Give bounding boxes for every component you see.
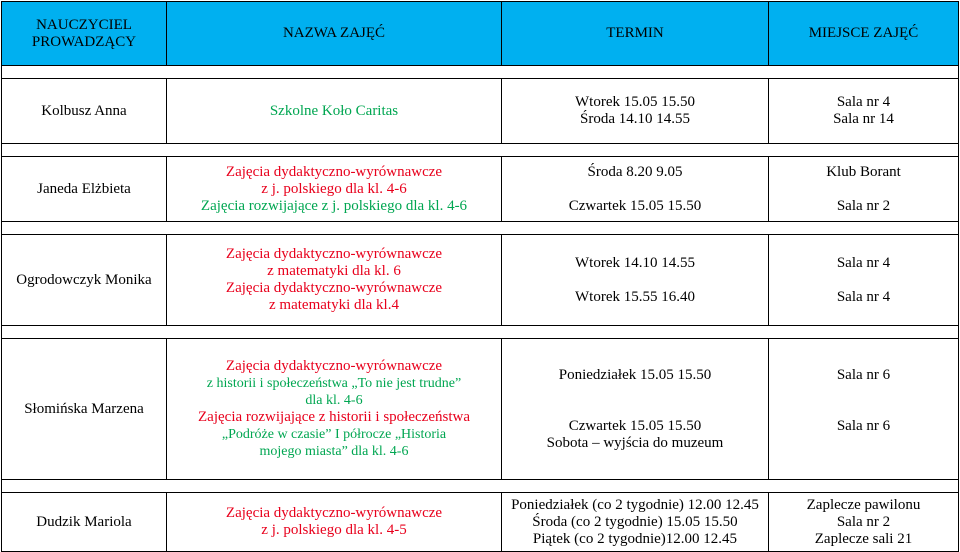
header-term: TERMIN (502, 2, 769, 66)
teacher-cell: Dudzik Mariola (2, 493, 167, 552)
term-line: Wtorek 15.05 15.50 (575, 94, 695, 110)
class-cell (167, 339, 502, 480)
place-cell (769, 235, 959, 326)
place-cell (769, 493, 959, 552)
place-line: Zaplecze pawilonu (806, 496, 921, 513)
class-cell (167, 157, 502, 222)
term-line: Czwartek 15.05 15.50 (568, 197, 702, 214)
class-line: z matematyki dla kl.4 (269, 297, 399, 313)
header-teacher: NAUCZYCIEL PROWADZĄCY (2, 2, 167, 66)
class-cell (167, 493, 502, 552)
place-line: Klub Borant (826, 163, 901, 180)
class-line: Zajęcia dydaktyczno-wyrównawcze (225, 358, 443, 374)
term-line: Sobota – wyjścia do muzeum (546, 434, 724, 451)
header-place: MIEJSCE ZAJĘĆ (769, 2, 959, 66)
table-row (2, 79, 959, 144)
class-line: „Podróże w czasie” I półrocze „Historia (221, 427, 447, 442)
term-line: Środa 14.10 14.55 (580, 111, 690, 127)
term-cell (502, 157, 769, 222)
place-cell (769, 79, 959, 144)
class-line: z matematyki dla kl. 6 (267, 263, 401, 279)
class-line: Zajęcia rozwijające z j. polskiego dla kl. 4-6 (200, 197, 468, 214)
table-row (2, 235, 959, 326)
place-line: Sala nr 4 (836, 94, 891, 110)
class-line: z j. polskiego dla kl. 4-5 (261, 522, 407, 538)
term-line: Piątek (co 2 tygodnie)12.00 12.45 (532, 530, 738, 547)
place-line: Sala nr 2 (836, 197, 891, 214)
table-row (2, 157, 959, 222)
class-line: Zajęcia dydaktyczno-wyrównawcze (225, 505, 443, 521)
place-line: Sala nr 6 (836, 366, 891, 383)
class-line: Zajęcia rozwijające z historii i społeczeństwa (198, 409, 470, 425)
class-line: z historii i społeczeństwa „To nie jest trudne” (206, 376, 462, 391)
term-cell (502, 339, 769, 480)
term-line: Środa 8.20 9.05 (587, 163, 683, 180)
term-line: Wtorek 15.55 16.40 (575, 288, 695, 305)
class-line: z j. polskiego dla kl. 4-6 (261, 180, 407, 197)
table-row (2, 339, 959, 480)
place-line: Sala nr 4 (836, 254, 891, 271)
table-row (2, 493, 959, 552)
place-line: Sala nr 4 (836, 288, 891, 305)
term-cell (502, 79, 769, 144)
class-line: Zajęcia dydaktyczno-wyrównawcze (225, 246, 443, 262)
place-line: Zaplecze sali 21 (814, 530, 913, 547)
term-line: Czwartek 15.05 15.50 (568, 417, 702, 434)
class-cell (167, 235, 502, 326)
place-line: Sala nr 14 (833, 111, 894, 127)
class-line: Zajęcia dydaktyczno-wyrównawcze (225, 163, 443, 180)
place-cell (769, 157, 959, 222)
teacher-cell: Kolbusz Anna (2, 79, 167, 144)
teacher-cell: Słomińska Marzena (2, 339, 167, 480)
term-line: Poniedziałek (co 2 tygodnie) 12.00 12.45 (511, 496, 759, 513)
place-line: Sala nr 6 (836, 417, 891, 434)
class-line: mojego miasta” dla kl. 4-6 (259, 444, 409, 459)
term-cell (502, 493, 769, 552)
term-line: Środa (co 2 tygodnie) 15.05 15.50 (532, 513, 738, 530)
class-cell (167, 79, 502, 144)
term-line: Wtorek 14.10 14.55 (575, 254, 695, 271)
term-line: Poniedziałek 15.05 15.50 (558, 366, 712, 383)
place-line: Sala nr 2 (836, 513, 891, 530)
teacher-cell: Ogrodowczyk Monika (2, 235, 167, 326)
class-line: Zajęcia dydaktyczno-wyrównawcze (225, 280, 443, 296)
class-line: dla kl. 4-6 (305, 393, 363, 408)
teacher-cell: Janeda Elżbieta (2, 157, 167, 222)
schedule-table (1, 1, 959, 552)
term-cell (502, 235, 769, 326)
header-row (2, 2, 959, 66)
place-cell (769, 339, 959, 480)
class-line: Szkolne Koło Caritas (269, 102, 399, 119)
header-class-name: NAZWA ZAJĘĆ (167, 2, 502, 66)
